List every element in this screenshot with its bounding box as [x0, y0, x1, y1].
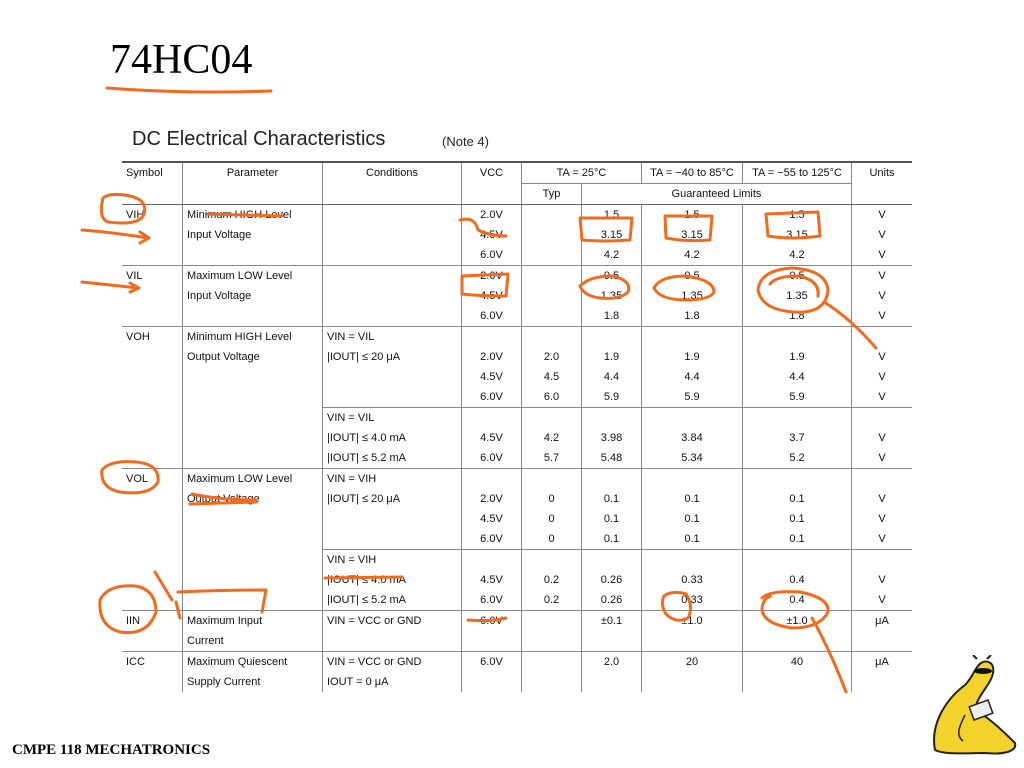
cell-ta25: 0.1 — [582, 509, 642, 529]
table-row — [122, 205, 912, 226]
header-conditions: Conditions — [323, 162, 462, 205]
cell-ta85: 0.1 — [642, 489, 743, 509]
cell-ta25: 5.48 — [582, 448, 642, 469]
cell-units: V — [852, 205, 913, 226]
cell-units: V — [852, 448, 913, 469]
title-underline — [105, 84, 275, 96]
cell-ta25 — [582, 550, 642, 571]
cell-typ — [522, 631, 582, 652]
cell-symbol — [122, 570, 183, 590]
table-row — [122, 652, 912, 673]
cell-ta125 — [743, 672, 852, 692]
table-row — [122, 225, 912, 245]
cell-typ — [522, 672, 582, 692]
cell-units: V — [852, 529, 913, 550]
cell-units: V — [852, 570, 913, 590]
cell-ta125: 1.8 — [743, 306, 852, 327]
table-row — [122, 387, 912, 408]
table-row — [122, 286, 912, 306]
cell-typ: 0 — [522, 489, 582, 509]
cell-typ — [522, 469, 582, 490]
cell-ta85: 1.8 — [642, 306, 743, 327]
cell-units: V — [852, 306, 913, 327]
cell-parameter — [183, 448, 323, 469]
cell-ta125 — [743, 327, 852, 348]
cell-units: V — [852, 590, 913, 611]
cell-ta125: 0.1 — [743, 529, 852, 550]
cell-ta125: 40 — [743, 652, 852, 673]
header-ta-85: TA = −40 to 85°C — [642, 162, 743, 184]
cell-ta25: 1.8 — [582, 306, 642, 327]
cell-symbol — [122, 590, 183, 611]
cell-units: V — [852, 428, 913, 448]
cell-ta125: 1.5 — [743, 205, 852, 226]
cell-conditions — [323, 306, 462, 327]
cell-ta85: ±1.0 — [642, 611, 743, 632]
header-symbol: Symbol — [122, 162, 183, 205]
cell-vcc: 2.0V — [462, 205, 522, 226]
cell-conditions: |IOUT| ≤ 20 μA — [323, 489, 462, 509]
cell-vcc — [462, 408, 522, 429]
cell-symbol: VOH — [122, 327, 183, 348]
cell-parameter — [183, 570, 323, 590]
dc-characteristics-table — [122, 161, 912, 692]
cell-conditions: VIN = VCC or GND — [323, 611, 462, 632]
table-row — [122, 631, 912, 652]
cell-ta25: 0.26 — [582, 570, 642, 590]
cell-conditions: |IOUT| ≤ 5.2 mA — [323, 448, 462, 469]
cell-parameter — [183, 306, 323, 327]
table-row — [122, 590, 912, 611]
cell-typ — [522, 652, 582, 673]
cell-ta85 — [642, 408, 743, 429]
cell-units: V — [852, 509, 913, 529]
cell-conditions — [323, 205, 462, 226]
cell-ta125: 0.5 — [743, 266, 852, 287]
cell-typ: 0.2 — [522, 570, 582, 590]
slug-mascot-logo — [925, 655, 1020, 760]
table-row — [122, 672, 912, 692]
cell-ta85: 3.84 — [642, 428, 743, 448]
header-units: Units — [852, 162, 913, 205]
cell-ta125 — [743, 550, 852, 571]
cell-symbol: VIH — [122, 205, 183, 226]
cell-conditions: VIN = VIL — [323, 408, 462, 429]
doc-heading: DC Electrical Characteristics — [132, 128, 386, 150]
cell-ta25: 4.4 — [582, 367, 642, 387]
cell-units: V — [852, 347, 913, 367]
slide-title: 74HC04 — [110, 37, 253, 83]
cell-units — [852, 327, 913, 348]
cell-ta125: 4.2 — [743, 245, 852, 266]
cell-conditions: |IOUT| ≤ 4.0 mA — [323, 428, 462, 448]
cell-parameter: Maximum Quiescent — [183, 652, 323, 673]
cell-parameter: Minimum HIGH Level — [183, 327, 323, 348]
footer-course: CMPE 118 MECHATRONICS — [12, 742, 211, 758]
cell-ta25: 0.1 — [582, 529, 642, 550]
cell-symbol: VIL — [122, 266, 183, 287]
header-typ: Typ — [522, 184, 582, 205]
cell-parameter: Current — [183, 631, 323, 652]
doc-note: (Note 4) — [442, 134, 489, 149]
table-row — [122, 347, 912, 367]
cell-vcc: 4.5V — [462, 570, 522, 590]
cell-ta25: 1.5 — [582, 205, 642, 226]
cell-symbol — [122, 489, 183, 509]
table-row — [122, 306, 912, 327]
cell-ta125: ±1.0 — [743, 611, 852, 632]
cell-parameter: Input Voltage — [183, 225, 323, 245]
cell-ta85: 0.33 — [642, 590, 743, 611]
cell-ta25 — [582, 327, 642, 348]
cell-conditions: |IOUT| ≤ 5.2 mA — [323, 590, 462, 611]
cell-units: V — [852, 245, 913, 266]
cell-symbol — [122, 408, 183, 429]
cell-symbol — [122, 367, 183, 387]
cell-vcc: 6.0V — [462, 652, 522, 673]
cell-symbol — [122, 672, 183, 692]
cell-parameter: Input Voltage — [183, 286, 323, 306]
cell-ta125 — [743, 631, 852, 652]
cell-ta25 — [582, 469, 642, 490]
cell-units: V — [852, 387, 913, 408]
cell-vcc: 4.5V — [462, 509, 522, 529]
cell-ta25: 1.9 — [582, 347, 642, 367]
cell-symbol — [122, 529, 183, 550]
table-row — [122, 509, 912, 529]
cell-conditions — [323, 367, 462, 387]
cell-ta85 — [642, 631, 743, 652]
cell-conditions — [323, 266, 462, 287]
cell-ta85: 0.1 — [642, 529, 743, 550]
cell-typ: 0.2 — [522, 590, 582, 611]
header-vcc: VCC — [462, 162, 522, 205]
header-ta-25: TA = 25°C — [522, 162, 642, 184]
table-row — [122, 570, 912, 590]
cell-ta85: 20 — [642, 652, 743, 673]
cell-ta85: 4.2 — [642, 245, 743, 266]
cell-vcc: 2.0V — [462, 266, 522, 287]
cell-ta25: 0.1 — [582, 489, 642, 509]
cell-typ — [522, 205, 582, 226]
cell-units: V — [852, 367, 913, 387]
cell-ta25: 0.26 — [582, 590, 642, 611]
cell-vcc: 6.0V — [462, 306, 522, 327]
cell-ta85: 0.33 — [642, 570, 743, 590]
cell-symbol — [122, 448, 183, 469]
cell-symbol: ICC — [122, 652, 183, 673]
table-row — [122, 245, 912, 266]
table-row — [122, 611, 912, 632]
cell-ta125: 0.4 — [743, 590, 852, 611]
table-row — [122, 428, 912, 448]
cell-conditions — [323, 286, 462, 306]
cell-symbol — [122, 245, 183, 266]
cell-parameter: Supply Current — [183, 672, 323, 692]
table-row — [122, 367, 912, 387]
table-row — [122, 489, 912, 509]
cell-units — [852, 672, 913, 692]
cell-ta85: 4.4 — [642, 367, 743, 387]
cell-symbol: IIN — [122, 611, 183, 632]
cell-conditions — [323, 631, 462, 652]
cell-ta25: 1.35 — [582, 286, 642, 306]
cell-ta25: 0.5 — [582, 266, 642, 287]
header-ta-125: TA = −55 to 125°C — [743, 162, 852, 184]
cell-parameter: Output Voltage — [183, 489, 323, 509]
cell-typ — [522, 327, 582, 348]
cell-vcc: 2.0V — [462, 489, 522, 509]
cell-typ — [522, 245, 582, 266]
cell-ta85: 3.15 — [642, 225, 743, 245]
cell-symbol — [122, 306, 183, 327]
cell-typ: 4.5 — [522, 367, 582, 387]
cell-ta125: 4.4 — [743, 367, 852, 387]
cell-ta85: 1.9 — [642, 347, 743, 367]
cell-conditions: |IOUT| ≤ 4.0 mA — [323, 570, 462, 590]
cell-conditions — [323, 529, 462, 550]
cell-parameter — [183, 428, 323, 448]
cell-ta85 — [642, 469, 743, 490]
table-row — [122, 408, 912, 429]
cell-ta125: 0.4 — [743, 570, 852, 590]
cell-ta85: 1.35 — [642, 286, 743, 306]
cell-ta85: 5.9 — [642, 387, 743, 408]
cell-ta85: 0.1 — [642, 509, 743, 529]
cell-vcc — [462, 631, 522, 652]
cell-typ: 0 — [522, 509, 582, 529]
cell-units: μA — [852, 652, 913, 673]
cell-units — [852, 408, 913, 429]
cell-typ — [522, 408, 582, 429]
cell-parameter: Maximum Input — [183, 611, 323, 632]
cell-ta85 — [642, 550, 743, 571]
cell-ta25: 2.0 — [582, 652, 642, 673]
cell-units: V — [852, 266, 913, 287]
cell-ta125 — [743, 469, 852, 490]
cell-conditions: VIN = VIL — [323, 327, 462, 348]
cell-symbol — [122, 286, 183, 306]
cell-parameter — [183, 550, 323, 571]
cell-typ: 6.0 — [522, 387, 582, 408]
table-row — [122, 448, 912, 469]
cell-units — [852, 550, 913, 571]
cell-ta125: 3.7 — [743, 428, 852, 448]
cell-vcc: 6.0V — [462, 529, 522, 550]
header-guaranteed-limits: Guaranteed Limits — [582, 184, 852, 205]
cell-ta125: 5.2 — [743, 448, 852, 469]
cell-vcc: 6.0V — [462, 611, 522, 632]
cell-vcc: 6.0V — [462, 448, 522, 469]
cell-vcc — [462, 469, 522, 490]
cell-parameter: Maximum LOW Level — [183, 266, 323, 287]
cell-conditions — [323, 387, 462, 408]
cell-ta25: 4.2 — [582, 245, 642, 266]
cell-vcc: 4.5V — [462, 428, 522, 448]
table-row — [122, 266, 912, 287]
cell-typ: 2.0 — [522, 347, 582, 367]
cell-vcc — [462, 672, 522, 692]
cell-symbol — [122, 347, 183, 367]
table-row — [122, 327, 912, 348]
cell-vcc: 6.0V — [462, 387, 522, 408]
cell-symbol — [122, 387, 183, 408]
cell-symbol — [122, 631, 183, 652]
cell-typ — [522, 306, 582, 327]
cell-parameter — [183, 387, 323, 408]
cell-units: V — [852, 489, 913, 509]
cell-parameter — [183, 408, 323, 429]
cell-units — [852, 631, 913, 652]
cell-symbol — [122, 225, 183, 245]
table-row — [122, 469, 912, 490]
cell-typ — [522, 611, 582, 632]
cell-conditions: IOUT = 0 μA — [323, 672, 462, 692]
cell-ta25 — [582, 408, 642, 429]
cell-units: V — [852, 225, 913, 245]
cell-parameter — [183, 245, 323, 266]
cell-typ — [522, 286, 582, 306]
cell-ta125 — [743, 408, 852, 429]
cell-ta85 — [642, 327, 743, 348]
cell-vcc — [462, 550, 522, 571]
cell-vcc: 4.5V — [462, 225, 522, 245]
cell-conditions: |IOUT| ≤ 20 μA — [323, 347, 462, 367]
cell-ta25: 5.9 — [582, 387, 642, 408]
cell-ta25: ±0.1 — [582, 611, 642, 632]
cell-vcc: 4.5V — [462, 286, 522, 306]
cell-ta85: 5.34 — [642, 448, 743, 469]
cell-ta85: 1.5 — [642, 205, 743, 226]
cell-typ: 0 — [522, 529, 582, 550]
cell-vcc: 4.5V — [462, 367, 522, 387]
cell-typ — [522, 550, 582, 571]
cell-typ — [522, 266, 582, 287]
cell-parameter — [183, 590, 323, 611]
cell-parameter: Minimum HIGH Level — [183, 205, 323, 226]
cell-ta25: 3.98 — [582, 428, 642, 448]
cell-parameter — [183, 367, 323, 387]
cell-ta125: 5.9 — [743, 387, 852, 408]
cell-units: μA — [852, 611, 913, 632]
cell-ta125: 1.35 — [743, 286, 852, 306]
table-row — [122, 529, 912, 550]
cell-symbol — [122, 428, 183, 448]
cell-ta85: 0.5 — [642, 266, 743, 287]
cell-symbol — [122, 550, 183, 571]
cell-conditions: VIN = VIH — [323, 550, 462, 571]
cell-vcc: 6.0V — [462, 245, 522, 266]
cell-parameter — [183, 529, 323, 550]
cell-ta125: 3.15 — [743, 225, 852, 245]
cell-ta125: 0.1 — [743, 509, 852, 529]
table-body — [122, 205, 912, 693]
cell-ta25 — [582, 631, 642, 652]
cell-parameter — [183, 509, 323, 529]
cell-symbol: VOL — [122, 469, 183, 490]
cell-vcc: 6.0V — [462, 590, 522, 611]
cell-parameter: Maximum LOW Level — [183, 469, 323, 490]
cell-ta85 — [642, 672, 743, 692]
cell-typ: 4.2 — [522, 428, 582, 448]
header-parameter: Parameter — [183, 162, 323, 205]
cell-conditions: VIN = VIH — [323, 469, 462, 490]
cell-units: V — [852, 286, 913, 306]
cell-units — [852, 469, 913, 490]
cell-ta25: 3.15 — [582, 225, 642, 245]
cell-conditions — [323, 509, 462, 529]
table-row — [122, 550, 912, 571]
cell-conditions: VIN = VCC or GND — [323, 652, 462, 673]
cell-ta25 — [582, 672, 642, 692]
cell-symbol — [122, 509, 183, 529]
cell-typ — [522, 225, 582, 245]
cell-ta125: 0.1 — [743, 489, 852, 509]
cell-conditions — [323, 245, 462, 266]
cell-vcc: 2.0V — [462, 347, 522, 367]
cell-conditions — [323, 225, 462, 245]
cell-ta125: 1.9 — [743, 347, 852, 367]
cell-vcc — [462, 327, 522, 348]
cell-parameter: Output Voltage — [183, 347, 323, 367]
cell-typ: 5.7 — [522, 448, 582, 469]
